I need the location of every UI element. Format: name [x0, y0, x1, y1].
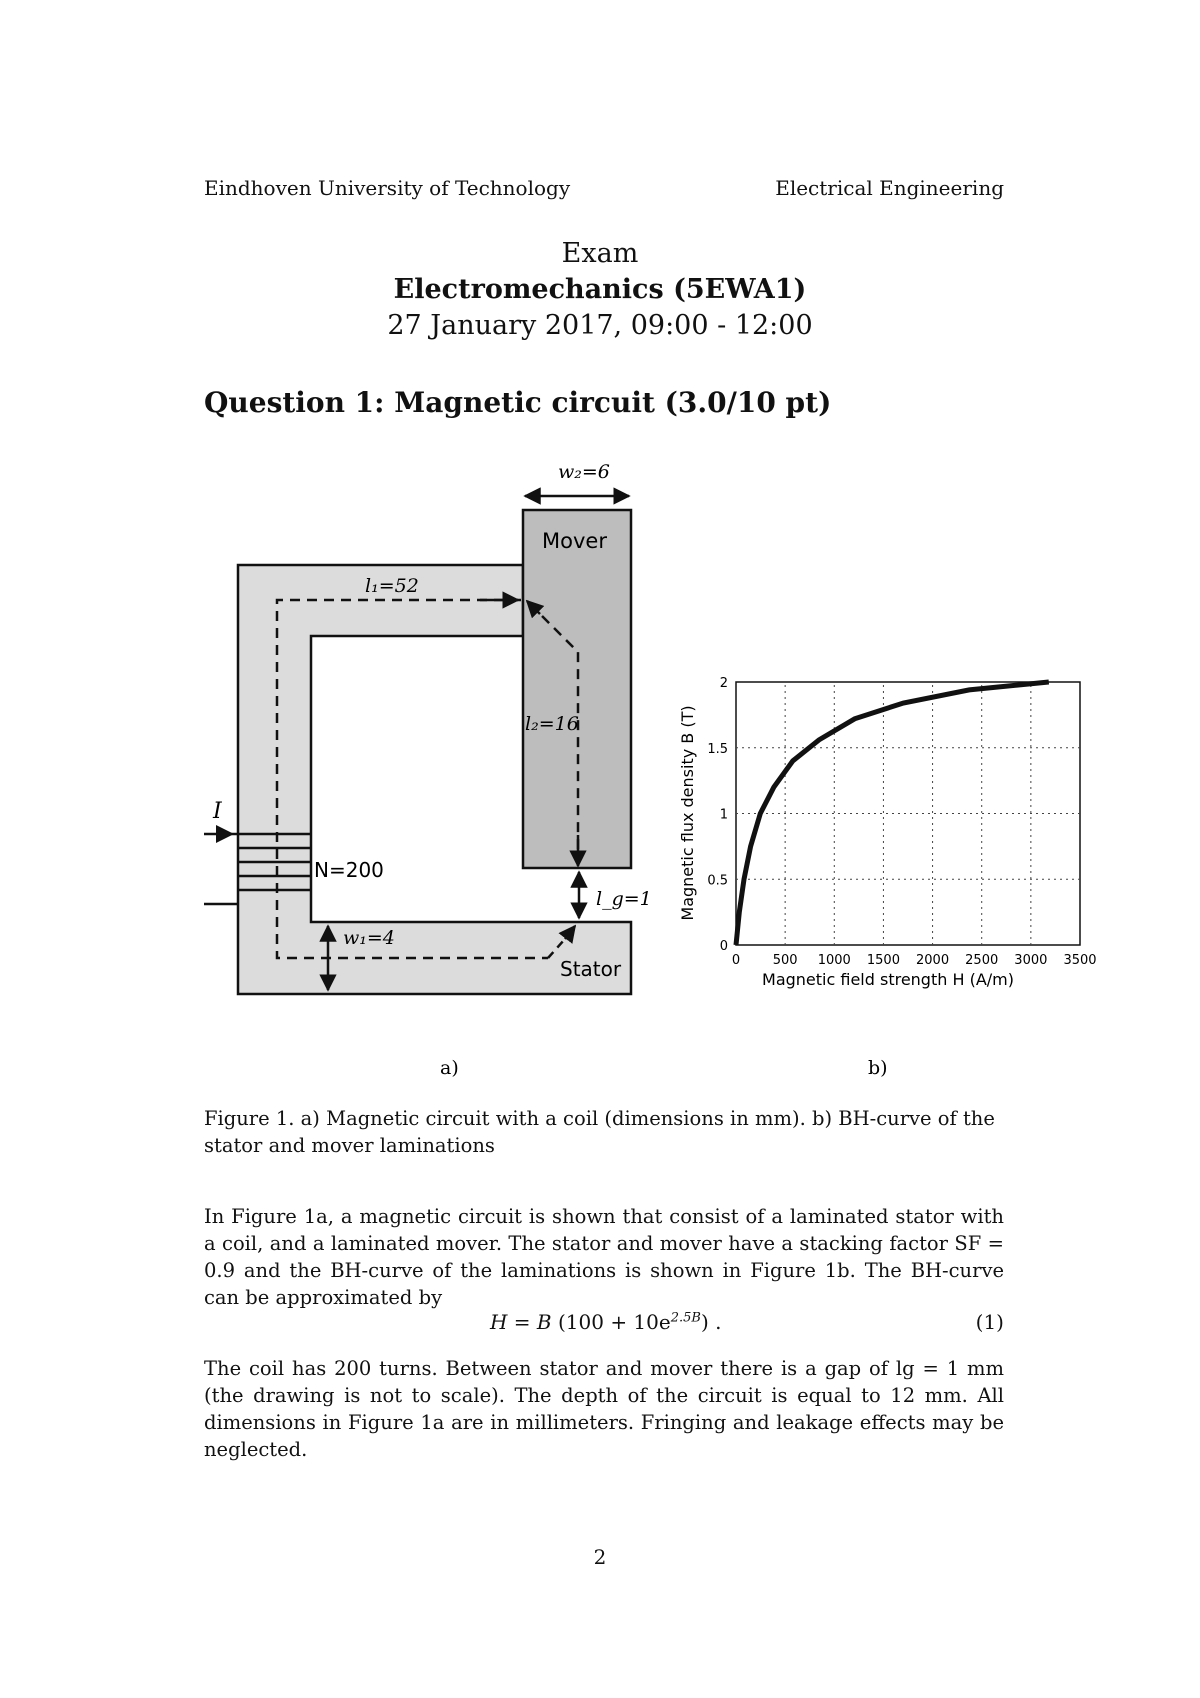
- header-institution: Eindhoven University of Technology: [204, 176, 571, 200]
- l1-label: l₁=52: [365, 575, 419, 597]
- exam-label: Exam: [561, 238, 639, 269]
- y-tick-label: 1: [719, 807, 728, 823]
- w1-label: w₁=4: [343, 927, 395, 949]
- y-axis-label: Magnetic flux density B (T): [678, 705, 697, 921]
- y-tick-label: 0: [719, 939, 728, 954]
- course-title: Electromechanics (5EWA1): [393, 274, 807, 305]
- equation-tail: ) .: [700, 1310, 722, 1334]
- equation-lhs: H = B: [490, 1310, 552, 1334]
- y-tick-label: 0.5: [707, 873, 728, 889]
- x-tick-label: 3000: [1014, 953, 1048, 968]
- page-number: 2: [593, 1545, 607, 1569]
- x-tick-label: 1000: [817, 953, 851, 968]
- x-tick-label: 500: [772, 953, 798, 968]
- x-axis-label: Magnetic field strength H (A/m): [762, 970, 1014, 989]
- equation-exponent: 2.5B: [670, 1310, 701, 1326]
- subfigure-b-label: b): [868, 1057, 888, 1079]
- turns-label: N=200: [314, 858, 384, 882]
- w2-label: w₂=6: [558, 461, 610, 483]
- current-label: I: [213, 799, 222, 824]
- y-tick-label: 2: [719, 676, 728, 691]
- y-tick-label: 1.5: [707, 741, 728, 757]
- figure-caption: Figure 1. a) Magnetic circuit with a coil (dimensions in mm). b) BH-curve of the stator and mover laminations: [204, 1107, 995, 1157]
- paragraph-details: The coil has 200 turns. Between stator and mover there is a gap of lg = 1 mm (the drawing is not to scale). The depth of the circuit is equal to 12 mm. All dimensions in Figure 1a are in millimeters. Fringing and leakage effects may be neglected.: [204, 1357, 1004, 1461]
- x-tick-label: 2500: [965, 953, 999, 968]
- exam-date: 27 January 2017, 09:00 - 12:00: [387, 310, 813, 341]
- header-department: Electrical Engineering: [775, 176, 1004, 200]
- l2-label: l₂=16: [525, 713, 579, 735]
- subfigure-a-label: a): [440, 1057, 459, 1079]
- magnetic-circuit-diagram: [204, 461, 652, 1079]
- paragraph-intro: In Figure 1a, a magnetic circuit is shown that consist of a laminated stator with a coil, and a laminated mover. The stator and mover have a stacking factor SF = 0.9 and the BH-curve of the laminations is shown in Figure 1b. The BH-curve can be approximated by: [204, 1205, 1004, 1309]
- x-tick-label: 3500: [1063, 953, 1097, 968]
- bh-curve-chart: [678, 676, 1097, 1079]
- equation-expression: [490, 1310, 721, 1334]
- current-arrow-icon: [216, 825, 234, 843]
- equation-body: (100 + 10e: [557, 1310, 671, 1334]
- x-tick-label: 2000: [916, 953, 950, 968]
- equation-1: [0, 1310, 1200, 1340]
- question-title: Question 1: Magnetic circuit (3.0/10 pt): [204, 386, 832, 419]
- x-tick-label: 1500: [866, 953, 900, 968]
- mover-label: Mover: [542, 529, 607, 553]
- gap-label: l_g=1: [596, 888, 652, 910]
- plot-frame: [736, 682, 1080, 945]
- equation-number: (1): [975, 1310, 1004, 1334]
- x-tick-label: 0: [731, 953, 741, 968]
- stator-label: Stator: [560, 957, 622, 981]
- flux-path: [277, 600, 548, 958]
